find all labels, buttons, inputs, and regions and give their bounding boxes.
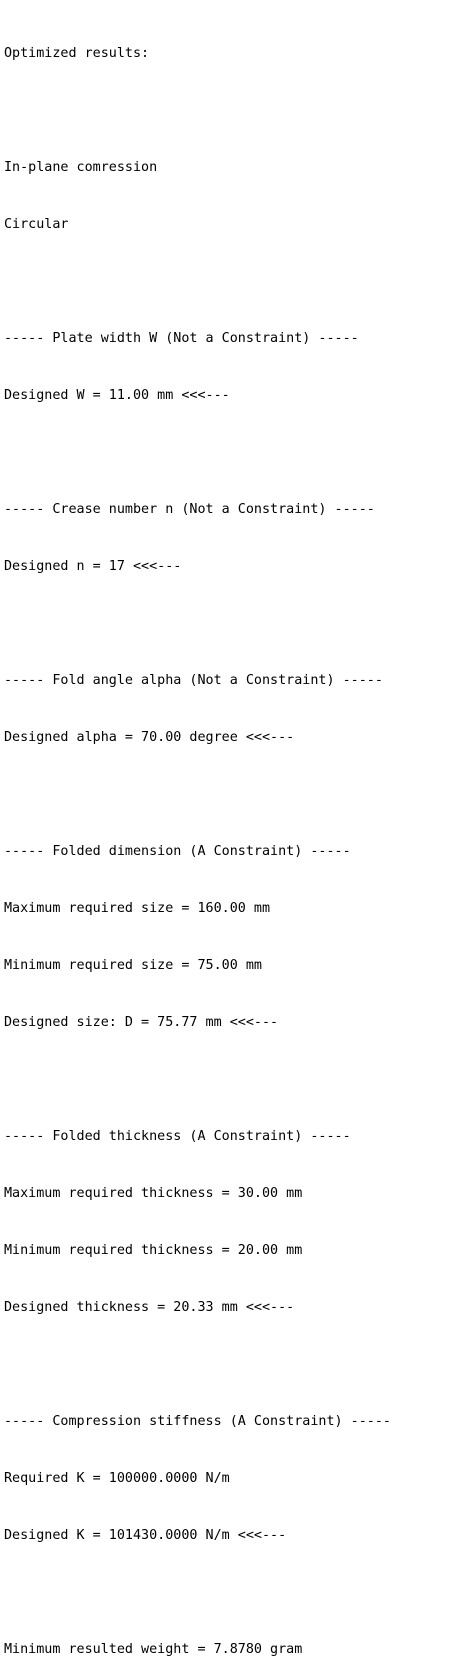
blank-line <box>4 272 448 291</box>
optimization-output <box>4 6 448 1678</box>
shape-mode: Circular <box>4 217 69 232</box>
blank-line <box>4 1583 448 1602</box>
fold-angle-designed: Designed alpha = 70.00 degree <<<--- <box>4 730 295 745</box>
blank-line <box>4 1355 448 1374</box>
compression-stiffness-section-header: ----- Compression stiffness (A Constraint) ----- <box>4 1414 391 1429</box>
folded-dimension-max: Maximum required size = 160.00 mm <box>4 901 271 916</box>
folded-dimension-designed: Designed size: D = 75.77 mm <<<--- <box>4 1015 279 1030</box>
plate-width-designed: Designed W = 11.00 mm <<<--- <box>4 388 230 403</box>
blank-line <box>4 101 448 120</box>
minimum-weight-result: Minimum resulted weight = 7.8780 gram <box>4 1642 303 1657</box>
compression-stiffness-required: Required K = 100000.0000 N/m <box>4 1471 230 1486</box>
folded-thickness-section-header: ----- Folded thickness (A Constraint) ----- <box>4 1129 351 1144</box>
folded-thickness-designed: Designed thickness = 20.33 mm <<<--- <box>4 1300 295 1315</box>
results-header: Optimized results: <box>4 46 150 61</box>
folded-thickness-max: Maximum required thickness = 30.00 mm <box>4 1186 303 1201</box>
folded-dimension-section-header: ----- Folded dimension (A Constraint) ----- <box>4 844 351 859</box>
blank-line <box>4 785 448 804</box>
folded-dimension-min: Minimum required size = 75.00 mm <box>4 958 262 973</box>
crease-number-section-header: ----- Crease number n (Not a Constraint) ----- <box>4 502 375 517</box>
crease-number-designed: Designed n = 17 <<<--- <box>4 559 182 574</box>
blank-line <box>4 1070 448 1089</box>
folded-thickness-min: Minimum required thickness = 20.00 mm <box>4 1243 303 1258</box>
plate-width-section-header: ----- Plate width W (Not a Constraint) ----- <box>4 331 359 346</box>
compression-stiffness-designed: Designed K = 101430.0000 N/m <<<--- <box>4 1528 287 1543</box>
blank-line <box>4 443 448 462</box>
blank-line <box>4 614 448 633</box>
loading-mode: In-plane comression <box>4 160 158 175</box>
fold-angle-section-header: ----- Fold angle alpha (Not a Constraint) ----- <box>4 673 383 688</box>
